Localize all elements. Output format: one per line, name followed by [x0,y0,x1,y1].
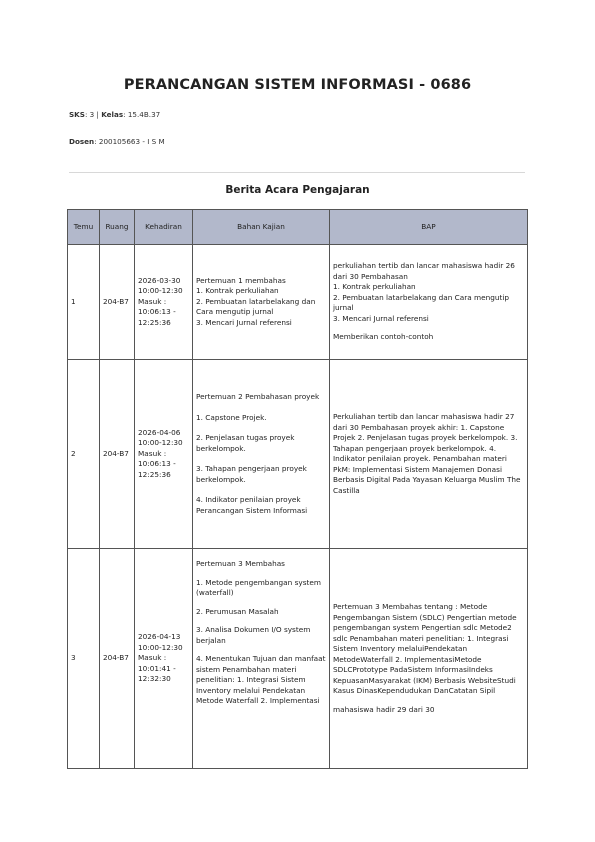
bahan-line: Pertemuan 3 Membahas [196,559,285,568]
column-header-kehadiran: Kehadiran [135,210,193,245]
bahan-kajian-cell [193,245,330,360]
bahan-line: 4. Menentukan Tujuan dan manfaat sistem Penambahan materi penelitian: 1. Integrasi Sistem Inventory melalui Pendekatan Metode Waterfall 2. Implementasi [196,654,326,705]
column-header-temu: Temu [68,210,100,245]
dosen-label: Dosen [69,137,95,146]
bap-line: Perkuliahan tertib dan lancar mahasiswa hadir 27 dari 30 Pembahasan proyek akhir: 1. Capstone Projek 2. Penjelasan tugas proyek berkelompok. 3. Tahapan pengerjaan proyek berkelompok. 4. Indikator penilaian proyek. Penambahan materi PkM: Implementasi Sistem Manajemen Donasi Berbasis Digital Pada Yayasan Keluarga Muslim The Castilla [333,412,521,495]
kehadiran-cell [135,360,193,549]
table-row [68,245,528,360]
kehadiran-masuk-label: Masuk : [138,653,167,663]
bahan-line: 1. Capstone Projek. [196,412,267,422]
lecturer-meta [69,137,165,146]
kehadiran-masuk-end: 12:25:36 [138,469,171,479]
table-header-row [68,210,528,245]
sks-label: SKS [69,110,85,119]
table-row [68,360,528,549]
dosen-value: : 200105663 - I S M [94,137,165,146]
bahan-line: 1. Kontrak perkuliahan [196,286,279,296]
table-row [68,549,528,769]
bap-table [67,209,528,769]
course-title: PERANCANGAN SISTEM INFORMASI - 0686 [123,77,472,93]
bahan-line: 4. Indikator penilaian proyek Perancangan Sistem Informasi [196,495,308,515]
divider [69,172,525,173]
kehadiran-masuk-label: Masuk : [138,448,167,458]
bahan-line: 3. Tahapan pengerjaan proyek berkelompok. [196,464,307,484]
bap-cell [330,245,528,360]
temu-cell: 1 [68,245,100,360]
bahan-line: Pertemuan 1 membahas [196,275,286,285]
kehadiran-masuk-label: Masuk : [138,296,167,306]
bap-line: Pertemuan 3 Membahas tentang : Metode Pengembangan Sistem (SDLC) Pengertian metode pengembangan system Pengertian sdlc Metode2 sdlc Penambahan materi penelitian: 1. Integrasi Sistem Inventory melaluiPendekatan MetodeWaterfall 2. ImplementasiMetode SDLCPrototype PadaSistem InformasiIndeks KepuasanMasyarakat (IKM) Berbasis WebsiteStudi Kasus DinasKependudukan DanCatatan Sipil [333,602,517,695]
kehadiran-cell [135,245,193,360]
kehadiran-masuk-start: 10:01:41 - [138,663,176,673]
ruang-cell: 204-B7 [100,360,135,549]
column-header-bap: BAP [330,210,528,245]
kehadiran-masuk-end: 12:32:30 [138,674,171,684]
bap-cell [330,549,528,769]
bahan-line: 1. Metode pengembangan system (waterfall) [196,577,321,597]
bahan-line: 3. Analisa Dokumen I/O system berjalan [196,625,311,645]
section-title: Berita Acara Pengajaran [225,184,370,196]
sks-value: : 3 | [84,110,102,119]
bahan-line: 2. Pembuatan latarbelakang dan Cara mengutip jurnal [196,296,316,317]
column-header-ruang: Ruang [100,210,135,245]
bahan-line: 2. Perumusan Masalah [196,606,279,616]
kehadiran-masuk-start: 10:06:13 - [138,307,176,317]
kehadiran-masuk-end: 12:25:36 [138,317,171,327]
course-meta [69,110,160,119]
ruang-cell: 204-B7 [100,245,135,360]
bahan-line: 2. Penjelasan tugas proyek berkelompok. [196,433,295,453]
bap-line: mahasiswa hadir 29 dari 30 [333,704,435,714]
bap-line: 2. Pembuatan latarbelakang dan Cara mengutip jurnal [333,292,510,313]
bap-line: perkuliahan tertib dan lancar mahasiswa hadir 26 dari 30 Pembahasan [333,261,515,281]
kehadiran-schedule: 2026-03-30 10:00-12:30 [138,275,183,296]
kelas-label: Kelas [101,110,124,119]
column-header-bahan-kajian: Bahan Kajian [193,210,330,245]
bahan-kajian-cell [193,549,330,769]
bahan-line: 3. Mencari Jurnal referensi [196,317,292,327]
kehadiran-schedule: 2026-04-06 10:00-12:30 [138,427,183,448]
temu-cell: 2 [68,360,100,549]
bap-line: Memberikan contoh-contoh [333,332,434,342]
bap-cell [330,360,528,549]
kehadiran-cell [135,549,193,769]
kehadiran-schedule: 2026-04-13 10:00-12:30 [138,632,183,652]
bahan-line: Pertemuan 2 Pembahasan proyek [196,392,320,401]
kelas-value: : 15.4B.37 [123,110,161,119]
kehadiran-masuk-start: 10:06:13 - [138,459,176,469]
bap-line: 1. Kontrak perkuliahan [333,282,416,292]
temu-cell: 3 [68,549,100,769]
bap-line: 3. Mencari Jurnal referensi [333,313,429,323]
ruang-cell: 204-B7 [100,549,135,769]
bahan-kajian-cell [193,360,330,549]
